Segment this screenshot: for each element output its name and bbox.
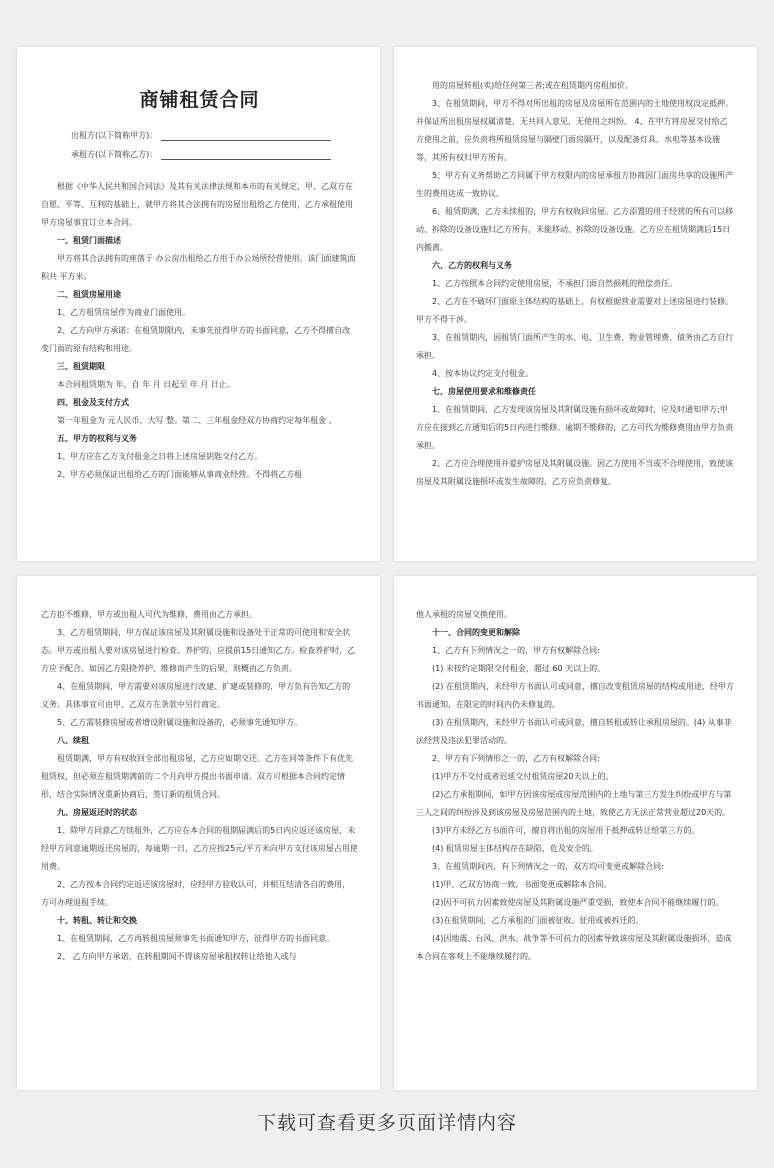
paragraph: 2、 乙方向甲方承诺，在转租期间不得该房屋承租权转让给他人或与 xyxy=(57,952,297,961)
paragraph: (1) 未按约定期限交付租金，超过 60 天以上的。 xyxy=(432,664,606,673)
section-heading: 十、转租、转让和交换 xyxy=(57,916,137,925)
paragraph: (2)乙方承租期间，如甲方因该房屋或房屋范围内的土地与第三方发生纠纷或甲方与第三人之间的纠纷涉及到该房屋及房屋范围内的土地，致使乙方无法正常营业超过20天的。 xyxy=(416,790,732,817)
section-heading: 二、租赁房屋用途 xyxy=(57,290,121,299)
paragraph: 2、乙方应合理使用并爱护房屋及其附属设施。因乙方使用不当或不合理使用，致使该房屋及其附属设施损坏或发生故障的，乙方应负责修复。 xyxy=(416,459,734,486)
paragraph: 1、乙方按照本合同约定使用房屋，不承担门面自然损耗的赔偿责任。 xyxy=(432,279,678,288)
paragraph: 2、乙方在不破坏门面原主体结构的基础上，有权根据营业需要对上述房屋进行装修。甲方不得干涉。 xyxy=(416,297,734,324)
lessee-blank xyxy=(161,149,331,160)
document-page-2 xyxy=(394,47,757,561)
paragraph: (1)甲、乙双方协商一致，书面变更或解除本合同。 xyxy=(432,880,612,889)
page-title: 商铺租赁合同 xyxy=(139,89,260,111)
paragraph: (3) 在租赁期内，未经甲方书面认可或同意，擅自转租或转让承租房屋的。(4) 从事非法经营及违法犯罪活动的。 xyxy=(416,718,732,745)
paragraph: 他人承租的房屋交换使用。 xyxy=(416,610,512,619)
paragraph: 5、甲方有义务帮助乙方同属于甲方权限内的房屋承租方协商因门面房共享的设施所产生的费用达成一致协议。 xyxy=(416,171,734,198)
section-heading: 七、房屋使用要求和维修责任 xyxy=(432,387,536,396)
paragraph: 1、甲方应在乙方支付租金之日将上述房屋钥匙交付乙方。 xyxy=(57,452,263,461)
section-heading: 八、续租 xyxy=(57,736,89,745)
paragraph: 1、乙方有下列情况之一的，甲方有权解除合同: xyxy=(432,646,600,655)
paragraph: 根据《中华人民共和国合同法》及其有关法律法规和本市的有关规定，甲、乙双方在自愿、平等、互利的基础上，就甲方将其合法拥有的房屋出租给乙方使用，乙方承租使用甲方房屋事宜订立本合同。 xyxy=(41,182,353,227)
paragraph: (2) 在租赁期内，未经甲方书面认可或同意，擅自改变租赁房屋的结构或用途，经甲方书面通知，在限定的时间内仍未修复的。 xyxy=(416,682,734,709)
section-heading: 九、房屋返还时的状态 xyxy=(57,808,137,817)
paragraph: 3、在租赁期内，因租赁门面所产生的水、电、卫生费、物业管理费、债务由乙方自行承担。 xyxy=(416,333,734,360)
document-page-3 xyxy=(17,576,380,1090)
document-page-1 xyxy=(17,47,380,561)
lessor-blank xyxy=(161,130,331,141)
paragraph: (3)甲方未经乙方书面许可，擅自将出租的房屋用于抵押或转让给第三方的。 xyxy=(432,826,700,835)
paragraph: 2、乙方向甲方承诺：在租赁期限内，未事先征得甲方的书面同意，乙方不得擅自改变门面的原有结构和用途。 xyxy=(41,326,351,353)
paragraph: 1、乙方租赁房屋作为商业门面使用。 xyxy=(57,308,191,317)
section-heading: 五、甲方的权利与义务 xyxy=(57,434,137,443)
lessor-label: 出租方(以下简称甲方)： xyxy=(71,131,158,140)
paragraph: 乙方拒不维修，甲方或出租人可代为维修，费用由乙方承担。 xyxy=(41,610,257,619)
paragraph: 3、在租赁期间，甲方不得对所出租的房屋及房屋所在范围内的土地使用权设定抵押。并保证所出租房屋权属清楚，无共同人意见，无使用之纠纷。 4、在甲方将房屋交付给乙方使用之前，应负责将所租赁房屋与隔壁门面房隔开，以及配备灯具、水电等基本设施等，其所有权归甲方所有。 xyxy=(416,99,734,162)
download-prompt: 下载可查看更多页面详情内容 xyxy=(256,1112,517,1134)
paragraph: 4、按本协议约定支付租金。 xyxy=(432,369,534,378)
paragraph: (2)因不可抗力因素致使房屋及其附属设施严重受损，致使本合同不能继续履行的。 xyxy=(432,898,724,907)
paragraph: 3、乙方租赁期间，甲方保证该房屋及其附属设施和设备处于正常的可使用和安全状态。甲方或出租人要对该房屋进行检查、养护的，应提前15日通知乙方。检查养护时，乙方应予配合。如因乙方阻挠养护、维修而产生的后果，则概由乙方负责。 xyxy=(41,628,356,673)
paragraph: 2、甲方必须保证出租给乙方的门面能够从事商业经营。不得将乙方租 xyxy=(57,470,303,479)
paragraph: 6、租赁期满，乙方未续租的，甲方有权收回房屋。乙方添置的用于经营的所有可以移动、拆除的设备设施归乙方所有，未能移动、拆除的设备设施。乙方应在租赁期满后15日内搬离。 xyxy=(416,207,734,252)
paragraph: (4)因地震、台风、洪水、战争等不可抗力的因素导致该房屋及其附属设施损坏，造成本合同在客观上不能继续履行的。 xyxy=(416,934,732,961)
lessee-line xyxy=(41,145,358,164)
paragraph: 1、在租赁期间，乙方发现该房屋及其附属设施有损坏或故障时，应及时通知甲方;甲方应在接到乙方通知后的5日内进行维修。逾期不维修的，乙方可代为维修费用由甲方负责承担。 xyxy=(416,405,734,450)
paragraph: 2、乙方按本合同约定返还该房屋时，应经甲方验收认可，并相互结清各自的费用，方可办理退租手续。 xyxy=(41,880,351,907)
section-heading: 三、租赁期限 xyxy=(57,362,105,371)
paragraph: 本合同租赁期为 年，自 年 月 日起至 年 月 日止。 xyxy=(57,380,235,389)
paragraph: 5、乙方需装修房屋或者增设附属设施和设备的，必须事先通知甲方。 xyxy=(57,718,303,727)
paragraph: (1)甲方不交付或者迟延交付租赁房屋20天以上的。 xyxy=(432,772,614,781)
paragraph: 第一年租金为 元人民币，大写 整。第二、三年租金经双方协商约定每年租金 。 xyxy=(57,416,337,425)
section-heading: 六、乙方的权利与义务 xyxy=(432,261,512,270)
paragraph: 用的房屋转租(卖)给任何第三者;或在租赁期内房租加价。 xyxy=(432,81,633,90)
paragraph: 租赁期满，甲方有权收回全部出租房屋，乙方应如期交还。乙方在同等条件下有优先租赁权，但必须在租赁期满前的二个月向甲方提出书面申请。双方可根据本合同约定情形，结合实际情况重新协商后，签订新的租赁合同。 xyxy=(41,754,353,799)
document-page-4 xyxy=(394,576,757,1090)
paragraph: (4) 租赁房屋主体结构存在缺陷，危及安全的。 xyxy=(432,844,598,853)
lessee-label: 承租方(以下简称乙方)： xyxy=(71,150,158,159)
section-heading: 一、租赁门面描述 xyxy=(57,236,121,245)
paragraph: 1、除甲方同意乙方续租外，乙方应在本合同的租期届满后的5日内应返还该房屋，未经甲方同意逾期返还房屋的，每逾期一日，乙方应按25元/平方米向甲方支付该房屋占用使用费。 xyxy=(41,826,358,871)
paragraph: 1、在租赁期间，乙方再转租房屋须事先书面通知甲方，征得甲方的书面同意。 xyxy=(57,934,335,943)
paragraph: 4、在租赁期间，甲方需要对该房屋进行改建、扩建或装修的，甲方负有告知乙方的义务。具体事宜可由甲、乙双方在条款中另行商定。 xyxy=(41,682,351,709)
paragraph: 3、在租赁期间内，有下列情况之一的，双方均可变更或解除合同: xyxy=(432,862,664,871)
paragraph: 2、甲方有下列情形之一的，乙方有权解除合同: xyxy=(432,754,600,763)
lessor-line xyxy=(41,126,358,145)
paragraph: 甲方将其合法拥有的座落于 办公房出租给乙方用于办公场所经营使用。该门面建筑面积共 平方米。 xyxy=(41,254,356,281)
section-heading: 十一、合同的变更和解除 xyxy=(432,628,520,637)
section-heading: 四、租金及支付方式 xyxy=(57,398,129,407)
paragraph: (3)在租赁期间，乙方承租的门面被征收、征用或被拆迁的。 xyxy=(432,916,644,925)
